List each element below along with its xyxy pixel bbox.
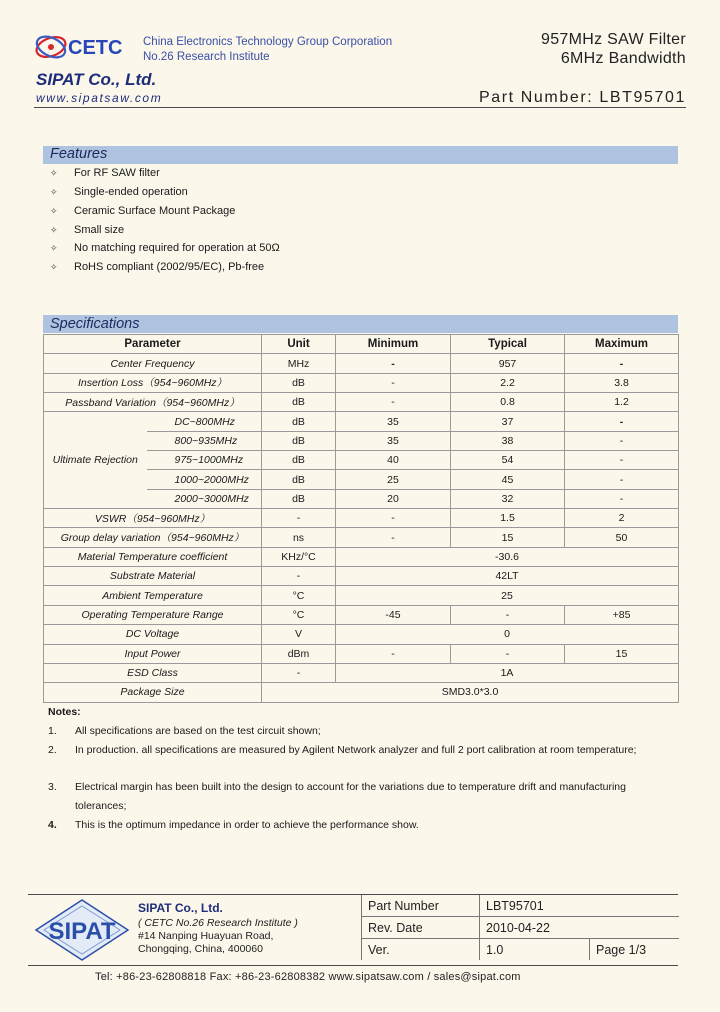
page-indicator: Page 1/3 — [590, 939, 679, 961]
notes-title: Notes: — [48, 706, 81, 718]
table-row: 800~935MHz dB 35 38 - — [44, 431, 679, 450]
feature-item: ✧ For RF SAW filter — [50, 167, 160, 179]
diamond-bullet-icon: ✧ — [50, 225, 58, 235]
feature-item: ✧ Ceramic Surface Mount Package — [50, 205, 236, 217]
table-row: Package Size SMD3.0*3.0 — [44, 683, 679, 702]
col-header: Typical — [451, 335, 565, 354]
diamond-bullet-icon: ✧ — [50, 243, 58, 253]
product-title: 957MHz SAW Filter 6MHz Bandwidth — [541, 31, 686, 67]
spec-table — [43, 334, 679, 703]
note-item: 4. This is the optimum impedance in order to achieve the performance show. — [48, 819, 419, 831]
features-bar — [43, 146, 678, 164]
col-header: Parameter — [44, 335, 262, 354]
feature-item: ✧ No matching required for operation at 50Ω — [50, 242, 280, 254]
cetc-logo — [34, 31, 130, 63]
table-row: Group delay variation（954~960MHz） ns - 15 50 — [44, 528, 679, 547]
footer-address: ( CETC No.26 Research Institute ) #14 Nanping Huayuan Road, Chongqing, China, 400060 — [138, 917, 298, 955]
company-name: SIPAT Co., Ltd. — [36, 70, 157, 89]
table-row: Insertion Loss（954~960MHz） dB - 2.2 3.8 — [44, 373, 679, 392]
table-row: Passband Variation（954~960MHz） dB - 0.8 1.2 — [44, 393, 679, 412]
note-item: 3. Electrical margin has been built into the design to account for the variations due to temperature drift and manufacturing tolerances; — [48, 781, 626, 812]
table-row: Ver. 1.0 Page 1/3 — [362, 939, 679, 961]
table-row: ESD Class - 1A — [44, 663, 679, 682]
table-header-row — [44, 335, 679, 354]
diamond-bullet-icon: ✧ — [50, 262, 58, 272]
table-row: Input Power dBm - - 15 — [44, 644, 679, 663]
contact-line: Tel: +86-23-62808818 Fax: +86-23-62808382 www.sipatsaw.com / sales@sipat.com — [95, 971, 521, 983]
feature-item: ✧ Small size — [50, 224, 125, 236]
table-row: 975~1000MHz dB 40 54 - — [44, 451, 679, 470]
table-row: VSWR（954~960MHz） - - 1.5 2 — [44, 509, 679, 528]
table-row: Center Frequency MHz - 957 - — [44, 354, 679, 373]
table-row: Rev. Date 2010-04-22 — [362, 917, 679, 939]
col-header: Unit — [262, 335, 336, 354]
header-divider — [34, 107, 686, 108]
part-number-header: Part Number: LBT95701 — [478, 89, 686, 106]
table-row: 2000~3000MHz dB 20 32 - — [44, 489, 679, 508]
document-info-table — [361, 895, 679, 960]
col-header: Minimum — [336, 335, 451, 354]
feature-item: ✧ RoHS compliant (2002/95/EC), Pb-free — [50, 261, 265, 273]
table-row: Ambient Temperature °C 25 — [44, 586, 679, 605]
website-link[interactable]: www.sipatsaw.com — [36, 91, 163, 105]
specifications-title: Specifications — [50, 316, 140, 332]
footer-company: SIPAT Co., Ltd. — [138, 901, 223, 915]
feature-item: ✧ Single-ended operation — [50, 186, 188, 198]
sipat-logo-text: SIPAT — [48, 918, 116, 945]
cetc-logo-text: CETC — [68, 37, 123, 59]
note-item: 1. All specifications are based on the test circuit shown; — [48, 725, 321, 737]
features-title: Features — [50, 146, 108, 162]
table-row: Material Temperature coefficient KHz/°C -30.6 — [44, 547, 679, 566]
col-header: Maximum — [565, 335, 679, 354]
table-row: 1000~2000MHz dB 25 45 - — [44, 470, 679, 489]
diamond-bullet-icon: ✧ — [50, 168, 58, 178]
table-row: DC Voltage V 0 — [44, 625, 679, 644]
table-row: Operating Temperature Range °C -45 - +85 — [44, 605, 679, 624]
table-row: Part Number LBT95701 — [362, 895, 679, 917]
table-row: Ultimate Rejection DC~800MHz dB 35 37 - — [44, 412, 679, 431]
note-item: 2. In production. all specifications are measured by Agilent Network analyzer and full 2 port calibration at room temperature; — [48, 744, 637, 756]
diamond-bullet-icon: ✧ — [50, 187, 58, 197]
table-row: Substrate Material - 42LT — [44, 567, 679, 586]
sipat-logo — [34, 898, 130, 962]
org-name: China Electronics Technology Group Corporation No.26 Research Institute — [143, 36, 393, 63]
diamond-bullet-icon: ✧ — [50, 206, 58, 216]
rejection-group-label: Ultimate Rejection — [44, 412, 147, 509]
